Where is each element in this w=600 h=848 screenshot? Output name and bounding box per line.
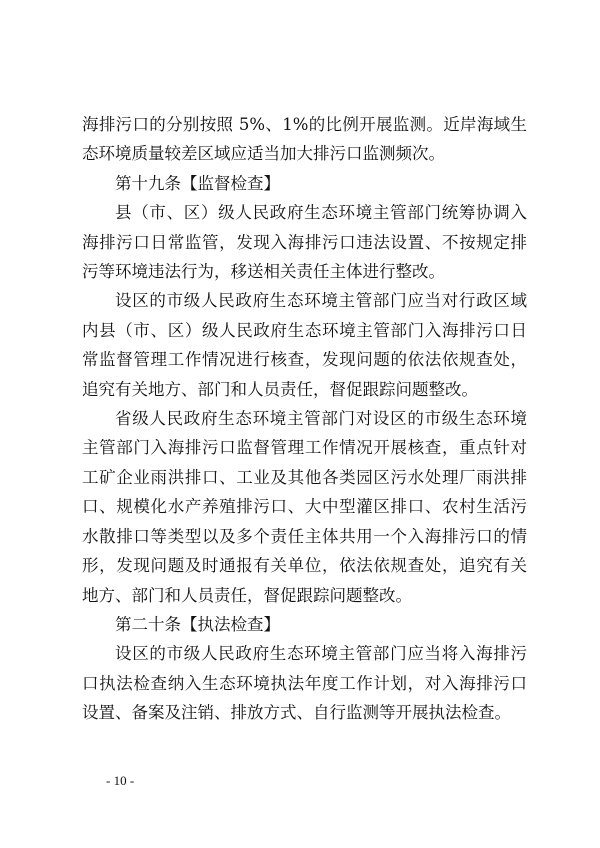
article-20-paragraph-1: 设区的市级人民政府生态环境主管部门应当将入海排污口执法检查纳入生态环境执法年度工作计划，对入海排污口设置、备案及注销、排放方式、自行监测等开展执法检查。 <box>82 644 527 723</box>
article-20-heading: 第二十条【执法检查】 <box>115 614 280 634</box>
article-19-paragraph-3: 省级人民政府生态环境主管部门对设区的市级生态环境主管部门入海排污口监督管理工作情况开展核查，重点针对工矿企业雨洪排口、工业及其他各类园区污水处理厂雨洪排口、规模化水产养殖排污口、大中型灌区排口、农村生活污水散排口等类型以及多个责任主体共用一个入海排污口的情形，发现问题及时通报有关单位，依法依规查处，追究有关地方、部门和人员责任，督促跟踪问题整改。 <box>82 409 527 605</box>
page-number: - 10 - <box>106 773 135 788</box>
article-19-paragraph-2: 设区的市级人民政府生态环境主管部门应当对行政区域内县（市、区）级人民政府生态环境主管部门入海排污口日常监督管理工作情况进行核查，发现问题的依法依规查处，追究有关地方、部门和人员责任，督促跟踪问题整改。 <box>82 291 527 399</box>
article-19-heading: 第十九条【监督检查】 <box>115 173 280 193</box>
document-body <box>82 110 527 728</box>
article-19-paragraph-1: 县（市、区）级人民政府生态环境主管部门统筹协调入海排污口日常监管，发现入海排污口违法设置、不按规定排污等环境违法行为，移送相关责任主体进行整改。 <box>82 203 527 282</box>
paragraph-continued: 海排污口的分别按照 5%、1%的比例开展监测。近岸海域生态环境质量较差区域应适当加大排污口监测频次。 <box>82 115 527 164</box>
